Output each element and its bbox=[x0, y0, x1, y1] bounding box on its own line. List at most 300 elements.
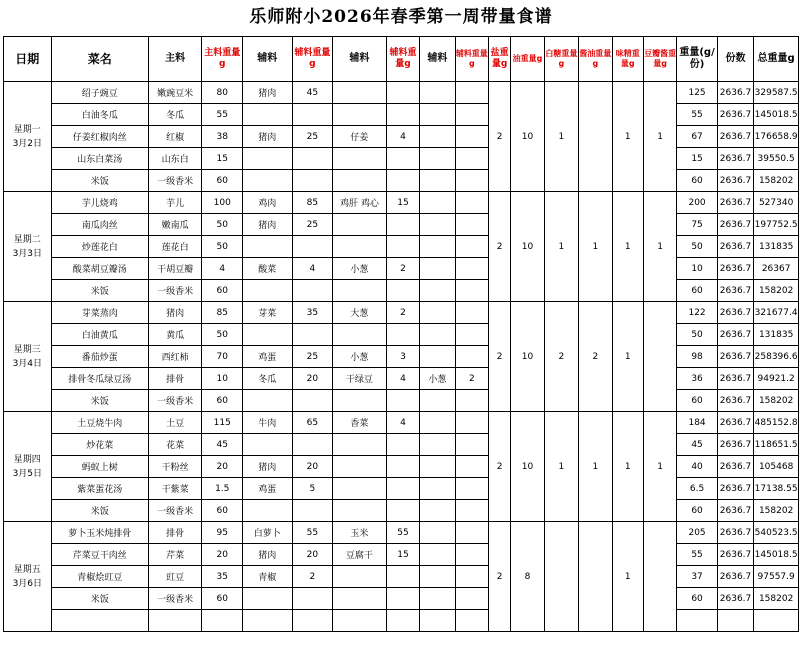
aux2-ingredient bbox=[333, 566, 387, 588]
aux2-ingredient: 干绿豆 bbox=[333, 368, 387, 390]
main-ingredient: 猪肉 bbox=[148, 302, 202, 324]
header-servings: 份数 bbox=[717, 37, 753, 82]
aux2-weight: 15 bbox=[386, 192, 419, 214]
aux1-ingredient: 猪肉 bbox=[242, 456, 292, 478]
aux2-ingredient bbox=[333, 104, 387, 126]
dish-name: 米饭 bbox=[51, 390, 148, 412]
aux3-weight: 2 bbox=[455, 368, 488, 390]
total-weight: 158202 bbox=[754, 500, 799, 522]
msg-weight: 1 bbox=[612, 192, 643, 302]
aux2-ingredient bbox=[333, 478, 387, 500]
aux3-ingredient bbox=[420, 544, 455, 566]
main-weight: 60 bbox=[202, 588, 243, 610]
main-weight: 55 bbox=[202, 104, 243, 126]
dish-name: 排骨冬瓜绿豆汤 bbox=[51, 368, 148, 390]
main-ingredient: 干粉丝 bbox=[148, 456, 202, 478]
table-row bbox=[4, 280, 799, 302]
table-row bbox=[4, 346, 799, 368]
salt-weight: 2 bbox=[489, 82, 511, 192]
portion-weight: 125 bbox=[677, 82, 718, 104]
aux1-ingredient bbox=[242, 390, 292, 412]
table-row bbox=[4, 236, 799, 258]
table-row bbox=[4, 390, 799, 412]
aux3-weight bbox=[455, 192, 488, 214]
main-ingredient: 排骨 bbox=[148, 522, 202, 544]
salt-weight: 2 bbox=[489, 302, 511, 412]
dish-name: 萝卜玉米炖排骨 bbox=[51, 522, 148, 544]
aux3-ingredient bbox=[420, 104, 455, 126]
aux1-weight bbox=[292, 610, 333, 632]
aux3-weight bbox=[455, 500, 488, 522]
aux2-ingredient: 鸡肝 鸡心 bbox=[333, 192, 387, 214]
table-row bbox=[4, 522, 799, 544]
salt-weight: 2 bbox=[489, 522, 511, 632]
aux3-ingredient bbox=[420, 302, 455, 324]
portion-weight: 15 bbox=[677, 148, 718, 170]
aux2-weight bbox=[386, 566, 419, 588]
day-cell bbox=[4, 522, 52, 632]
aux1-weight bbox=[292, 170, 333, 192]
aux2-weight: 3 bbox=[386, 346, 419, 368]
aux2-ingredient bbox=[333, 214, 387, 236]
total-weight: 176658.9 bbox=[754, 126, 799, 148]
portion-weight: 55 bbox=[677, 104, 718, 126]
aux3-ingredient bbox=[420, 610, 455, 632]
main-ingredient: 西红柿 bbox=[148, 346, 202, 368]
aux2-ingredient: 仔姜 bbox=[333, 126, 387, 148]
servings: 2636.7 bbox=[717, 236, 753, 258]
day-cell bbox=[4, 82, 52, 192]
bean-paste-weight: 1 bbox=[643, 192, 676, 302]
aux2-weight bbox=[386, 214, 419, 236]
dish-name: 青椒烩豇豆 bbox=[51, 566, 148, 588]
aux1-ingredient bbox=[242, 170, 292, 192]
servings: 2636.7 bbox=[717, 390, 753, 412]
page-title: 乐师附小2026年春季第一周带量食谱 bbox=[249, 7, 553, 27]
header-aux1: 辅料 bbox=[242, 37, 292, 82]
table-row bbox=[4, 302, 799, 324]
main-ingredient: 红椒 bbox=[148, 126, 202, 148]
dish-name: 芽菜蒸肉 bbox=[51, 302, 148, 324]
aux2-ingredient bbox=[333, 588, 387, 610]
aux3-weight bbox=[455, 280, 488, 302]
dish-name: 芋儿烧鸡 bbox=[51, 192, 148, 214]
aux2-ingredient bbox=[333, 280, 387, 302]
main-ingredient: 干紫菜 bbox=[148, 478, 202, 500]
main-ingredient: 冬瓜 bbox=[148, 104, 202, 126]
aux1-ingredient: 鸡蛋 bbox=[242, 478, 292, 500]
dish-name: 芹菜豆干肉丝 bbox=[51, 544, 148, 566]
table-row bbox=[4, 412, 799, 434]
aux3-ingredient bbox=[420, 588, 455, 610]
main-ingredient: 一级香米 bbox=[148, 500, 202, 522]
header-msg: 味精重量g bbox=[612, 37, 643, 82]
aux3-ingredient bbox=[420, 170, 455, 192]
aux2-ingredient bbox=[333, 82, 387, 104]
aux3-ingredient bbox=[420, 82, 455, 104]
aux3-weight bbox=[455, 566, 488, 588]
main-weight: 50 bbox=[202, 236, 243, 258]
aux3-ingredient bbox=[420, 192, 455, 214]
main-weight bbox=[202, 610, 243, 632]
aux3-ingredient bbox=[420, 412, 455, 434]
aux3-ingredient bbox=[420, 236, 455, 258]
aux1-weight: 45 bbox=[292, 82, 333, 104]
header-dish: 菜名 bbox=[51, 37, 148, 82]
sugar-weight bbox=[544, 522, 578, 632]
aux2-ingredient bbox=[333, 390, 387, 412]
main-weight: 38 bbox=[202, 126, 243, 148]
servings: 2636.7 bbox=[717, 368, 753, 390]
aux3-weight bbox=[455, 456, 488, 478]
aux2-weight bbox=[386, 390, 419, 412]
aux3-weight bbox=[455, 148, 488, 170]
aux1-weight: 2 bbox=[292, 566, 333, 588]
portion-weight: 50 bbox=[677, 236, 718, 258]
aux3-weight bbox=[455, 302, 488, 324]
aux3-weight bbox=[455, 412, 488, 434]
aux2-ingredient bbox=[333, 324, 387, 346]
table-row bbox=[4, 588, 799, 610]
servings: 2636.7 bbox=[717, 324, 753, 346]
dish-name: 南瓜肉丝 bbox=[51, 214, 148, 236]
servings: 2636.7 bbox=[717, 258, 753, 280]
aux1-ingredient: 白萝卜 bbox=[242, 522, 292, 544]
msg-weight: 1 bbox=[612, 412, 643, 522]
aux3-ingredient bbox=[420, 434, 455, 456]
portion-weight: 37 bbox=[677, 566, 718, 588]
total-weight bbox=[754, 610, 799, 632]
header-portion-weight: 重量(g/份) bbox=[677, 37, 718, 82]
header-aux2-weight: 辅料重量g bbox=[386, 37, 419, 82]
main-ingredient: 豇豆 bbox=[148, 566, 202, 588]
dish-name: 仔姜红椒肉丝 bbox=[51, 126, 148, 148]
servings: 2636.7 bbox=[717, 544, 753, 566]
aux1-ingredient bbox=[242, 236, 292, 258]
servings: 2636.7 bbox=[717, 104, 753, 126]
portion-weight: 10 bbox=[677, 258, 718, 280]
aux1-weight: 4 bbox=[292, 258, 333, 280]
aux1-ingredient: 鸡蛋 bbox=[242, 346, 292, 368]
aux3-weight bbox=[455, 588, 488, 610]
aux3-ingredient bbox=[420, 214, 455, 236]
table-row bbox=[4, 368, 799, 390]
aux1-weight bbox=[292, 588, 333, 610]
main-weight: 60 bbox=[202, 280, 243, 302]
aux1-weight: 25 bbox=[292, 346, 333, 368]
date-label: 3月2日 bbox=[12, 138, 43, 149]
aux1-ingredient: 牛肉 bbox=[242, 412, 292, 434]
servings: 2636.7 bbox=[717, 456, 753, 478]
aux1-ingredient: 酸菜 bbox=[242, 258, 292, 280]
total-weight: 145018.5 bbox=[754, 544, 799, 566]
sugar-weight: 1 bbox=[544, 82, 578, 192]
aux2-weight: 55 bbox=[386, 522, 419, 544]
servings: 2636.7 bbox=[717, 170, 753, 192]
bean-paste-weight bbox=[643, 302, 676, 412]
soy-weight: 1 bbox=[579, 192, 612, 302]
main-weight: 45 bbox=[202, 434, 243, 456]
aux1-ingredient bbox=[242, 500, 292, 522]
bean-paste-weight bbox=[643, 522, 676, 632]
main-weight: 20 bbox=[202, 544, 243, 566]
main-weight: 10 bbox=[202, 368, 243, 390]
header-aux3: 辅料 bbox=[420, 37, 455, 82]
main-ingredient: 芋儿 bbox=[148, 192, 202, 214]
portion-weight: 6.5 bbox=[677, 478, 718, 500]
day-cell bbox=[4, 192, 52, 302]
aux3-weight bbox=[455, 478, 488, 500]
portion-weight: 45 bbox=[677, 434, 718, 456]
aux3-ingredient bbox=[420, 500, 455, 522]
header-total-weight: 总重量g bbox=[754, 37, 799, 82]
main-ingredient: 一级香米 bbox=[148, 170, 202, 192]
main-weight: 1.5 bbox=[202, 478, 243, 500]
servings: 2636.7 bbox=[717, 588, 753, 610]
bean-paste-weight: 1 bbox=[643, 412, 676, 522]
main-weight: 80 bbox=[202, 82, 243, 104]
aux3-ingredient bbox=[420, 566, 455, 588]
aux1-ingredient bbox=[242, 434, 292, 456]
dish-name: 酸菜胡豆瓣汤 bbox=[51, 258, 148, 280]
aux1-weight bbox=[292, 434, 333, 456]
table-row bbox=[4, 214, 799, 236]
total-weight: 97557.9 bbox=[754, 566, 799, 588]
aux1-weight: 35 bbox=[292, 302, 333, 324]
aux1-ingredient: 猪肉 bbox=[242, 214, 292, 236]
aux3-ingredient bbox=[420, 522, 455, 544]
aux3-weight bbox=[455, 258, 488, 280]
aux2-weight: 4 bbox=[386, 126, 419, 148]
servings: 2636.7 bbox=[717, 192, 753, 214]
dish-name: 番茄炒蛋 bbox=[51, 346, 148, 368]
header-bean-paste: 豆瓣酱重量g bbox=[643, 37, 676, 82]
servings: 2636.7 bbox=[717, 302, 753, 324]
main-ingredient: 排骨 bbox=[148, 368, 202, 390]
aux3-ingredient bbox=[420, 456, 455, 478]
portion-weight: 184 bbox=[677, 412, 718, 434]
dish-name: 米饭 bbox=[51, 588, 148, 610]
aux2-weight bbox=[386, 588, 419, 610]
soy-weight: 2 bbox=[579, 302, 612, 412]
sugar-weight: 2 bbox=[544, 302, 578, 412]
dish-name: 炒莲花白 bbox=[51, 236, 148, 258]
total-weight: 197752.5 bbox=[754, 214, 799, 236]
header-oil: 油重量g bbox=[511, 37, 544, 82]
total-weight: 131835 bbox=[754, 324, 799, 346]
servings: 2636.7 bbox=[717, 126, 753, 148]
aux2-weight bbox=[386, 148, 419, 170]
portion-weight: 60 bbox=[677, 170, 718, 192]
servings: 2636.7 bbox=[717, 280, 753, 302]
aux2-ingredient bbox=[333, 500, 387, 522]
oil-weight: 10 bbox=[511, 192, 544, 302]
aux3-weight bbox=[455, 214, 488, 236]
oil-weight: 10 bbox=[511, 82, 544, 192]
aux1-weight bbox=[292, 390, 333, 412]
servings: 2636.7 bbox=[717, 566, 753, 588]
aux2-ingredient: 豆腐干 bbox=[333, 544, 387, 566]
aux1-ingredient bbox=[242, 324, 292, 346]
main-ingredient: 花菜 bbox=[148, 434, 202, 456]
dish-name: 米饭 bbox=[51, 170, 148, 192]
aux3-weight bbox=[455, 346, 488, 368]
header-date: 日期 bbox=[4, 37, 52, 82]
table-row bbox=[4, 258, 799, 280]
aux2-ingredient bbox=[333, 148, 387, 170]
main-weight: 95 bbox=[202, 522, 243, 544]
dish-name: 白油冬瓜 bbox=[51, 104, 148, 126]
dish-name: 米饭 bbox=[51, 500, 148, 522]
aux2-weight bbox=[386, 434, 419, 456]
servings: 2636.7 bbox=[717, 346, 753, 368]
oil-weight: 10 bbox=[511, 302, 544, 412]
sugar-weight: 1 bbox=[544, 192, 578, 302]
table-row bbox=[4, 456, 799, 478]
aux3-ingredient: 小葱 bbox=[420, 368, 455, 390]
main-weight: 4 bbox=[202, 258, 243, 280]
main-weight: 35 bbox=[202, 566, 243, 588]
weekday-label: 星期五 bbox=[13, 564, 41, 575]
portion-weight: 55 bbox=[677, 544, 718, 566]
aux2-ingredient: 玉米 bbox=[333, 522, 387, 544]
aux2-weight bbox=[386, 456, 419, 478]
aux3-weight bbox=[455, 434, 488, 456]
date-label: 3月5日 bbox=[12, 468, 43, 479]
aux3-ingredient bbox=[420, 390, 455, 412]
portion-weight: 67 bbox=[677, 126, 718, 148]
aux2-weight: 4 bbox=[386, 368, 419, 390]
soy-weight bbox=[579, 82, 612, 192]
aux3-weight bbox=[455, 522, 488, 544]
main-weight: 60 bbox=[202, 390, 243, 412]
aux2-weight bbox=[386, 82, 419, 104]
salt-weight: 2 bbox=[489, 192, 511, 302]
weekday-label: 星期三 bbox=[13, 344, 41, 355]
date-label: 3月6日 bbox=[12, 578, 43, 589]
main-weight: 115 bbox=[202, 412, 243, 434]
portion-weight: 205 bbox=[677, 522, 718, 544]
aux3-weight bbox=[455, 126, 488, 148]
aux3-weight bbox=[455, 82, 488, 104]
table-row bbox=[4, 544, 799, 566]
main-weight: 100 bbox=[202, 192, 243, 214]
aux2-weight bbox=[386, 236, 419, 258]
aux3-ingredient bbox=[420, 148, 455, 170]
soy-weight bbox=[579, 522, 612, 632]
total-weight: 118651.5 bbox=[754, 434, 799, 456]
aux1-ingredient: 冬瓜 bbox=[242, 368, 292, 390]
table-body bbox=[4, 82, 799, 632]
main-ingredient: 嫩豌豆米 bbox=[148, 82, 202, 104]
portion-weight: 122 bbox=[677, 302, 718, 324]
total-weight: 527340 bbox=[754, 192, 799, 214]
weekday-label: 星期四 bbox=[13, 454, 41, 465]
main-weight: 50 bbox=[202, 324, 243, 346]
servings: 2636.7 bbox=[717, 434, 753, 456]
main-ingredient: 一级香米 bbox=[148, 390, 202, 412]
main-weight: 60 bbox=[202, 170, 243, 192]
total-weight: 94921.2 bbox=[754, 368, 799, 390]
aux3-weight bbox=[455, 170, 488, 192]
aux3-ingredient bbox=[420, 280, 455, 302]
dish-name: 紫菜蛋花汤 bbox=[51, 478, 148, 500]
portion-weight: 60 bbox=[677, 390, 718, 412]
table-row bbox=[4, 324, 799, 346]
portion-weight: 60 bbox=[677, 280, 718, 302]
portion-weight: 98 bbox=[677, 346, 718, 368]
main-weight: 70 bbox=[202, 346, 243, 368]
table-header bbox=[4, 37, 799, 82]
main-weight: 15 bbox=[202, 148, 243, 170]
aux2-ingredient: 大葱 bbox=[333, 302, 387, 324]
aux2-weight: 4 bbox=[386, 412, 419, 434]
aux1-weight bbox=[292, 104, 333, 126]
sugar-weight: 1 bbox=[544, 412, 578, 522]
aux3-ingredient bbox=[420, 126, 455, 148]
aux1-weight bbox=[292, 500, 333, 522]
oil-weight: 10 bbox=[511, 412, 544, 522]
menu-table bbox=[3, 36, 799, 632]
aux2-weight bbox=[386, 500, 419, 522]
aux1-ingredient bbox=[242, 148, 292, 170]
main-ingredient: 干胡豆瓣 bbox=[148, 258, 202, 280]
aux2-ingredient: 小葱 bbox=[333, 346, 387, 368]
dish-name: 米饭 bbox=[51, 280, 148, 302]
aux3-weight bbox=[455, 610, 488, 632]
header-aux3-weight: 辅料重量g bbox=[455, 37, 488, 82]
header-aux1-weight: 辅料重量g bbox=[292, 37, 333, 82]
dish-name: 绍子豌豆 bbox=[51, 82, 148, 104]
aux1-ingredient: 猪肉 bbox=[242, 82, 292, 104]
aux1-weight: 25 bbox=[292, 126, 333, 148]
aux3-ingredient bbox=[420, 324, 455, 346]
aux2-weight bbox=[386, 610, 419, 632]
aux3-ingredient bbox=[420, 258, 455, 280]
aux3-weight bbox=[455, 104, 488, 126]
portion-weight: 50 bbox=[677, 324, 718, 346]
portion-weight: 36 bbox=[677, 368, 718, 390]
aux3-ingredient bbox=[420, 478, 455, 500]
aux1-ingredient: 猪肉 bbox=[242, 126, 292, 148]
aux1-weight bbox=[292, 236, 333, 258]
date-label: 3月4日 bbox=[12, 358, 43, 369]
servings: 2636.7 bbox=[717, 214, 753, 236]
portion-weight: 40 bbox=[677, 456, 718, 478]
salt-weight: 2 bbox=[489, 412, 511, 522]
soy-weight: 1 bbox=[579, 412, 612, 522]
main-ingredient: 一级香米 bbox=[148, 280, 202, 302]
msg-weight: 1 bbox=[612, 522, 643, 632]
total-weight: 145018.5 bbox=[754, 104, 799, 126]
aux2-ingredient bbox=[333, 434, 387, 456]
aux1-ingredient bbox=[242, 280, 292, 302]
day-cell bbox=[4, 302, 52, 412]
aux1-ingredient bbox=[242, 588, 292, 610]
main-ingredient: 山东白 bbox=[148, 148, 202, 170]
servings: 2636.7 bbox=[717, 82, 753, 104]
table-row bbox=[4, 126, 799, 148]
aux1-ingredient bbox=[242, 104, 292, 126]
total-weight: 158202 bbox=[754, 390, 799, 412]
servings: 2636.7 bbox=[717, 478, 753, 500]
total-weight: 131835 bbox=[754, 236, 799, 258]
portion-weight bbox=[677, 610, 718, 632]
main-ingredient: 芹菜 bbox=[148, 544, 202, 566]
main-weight: 60 bbox=[202, 500, 243, 522]
aux1-ingredient: 青椒 bbox=[242, 566, 292, 588]
weekday-label: 星期一 bbox=[13, 124, 41, 135]
